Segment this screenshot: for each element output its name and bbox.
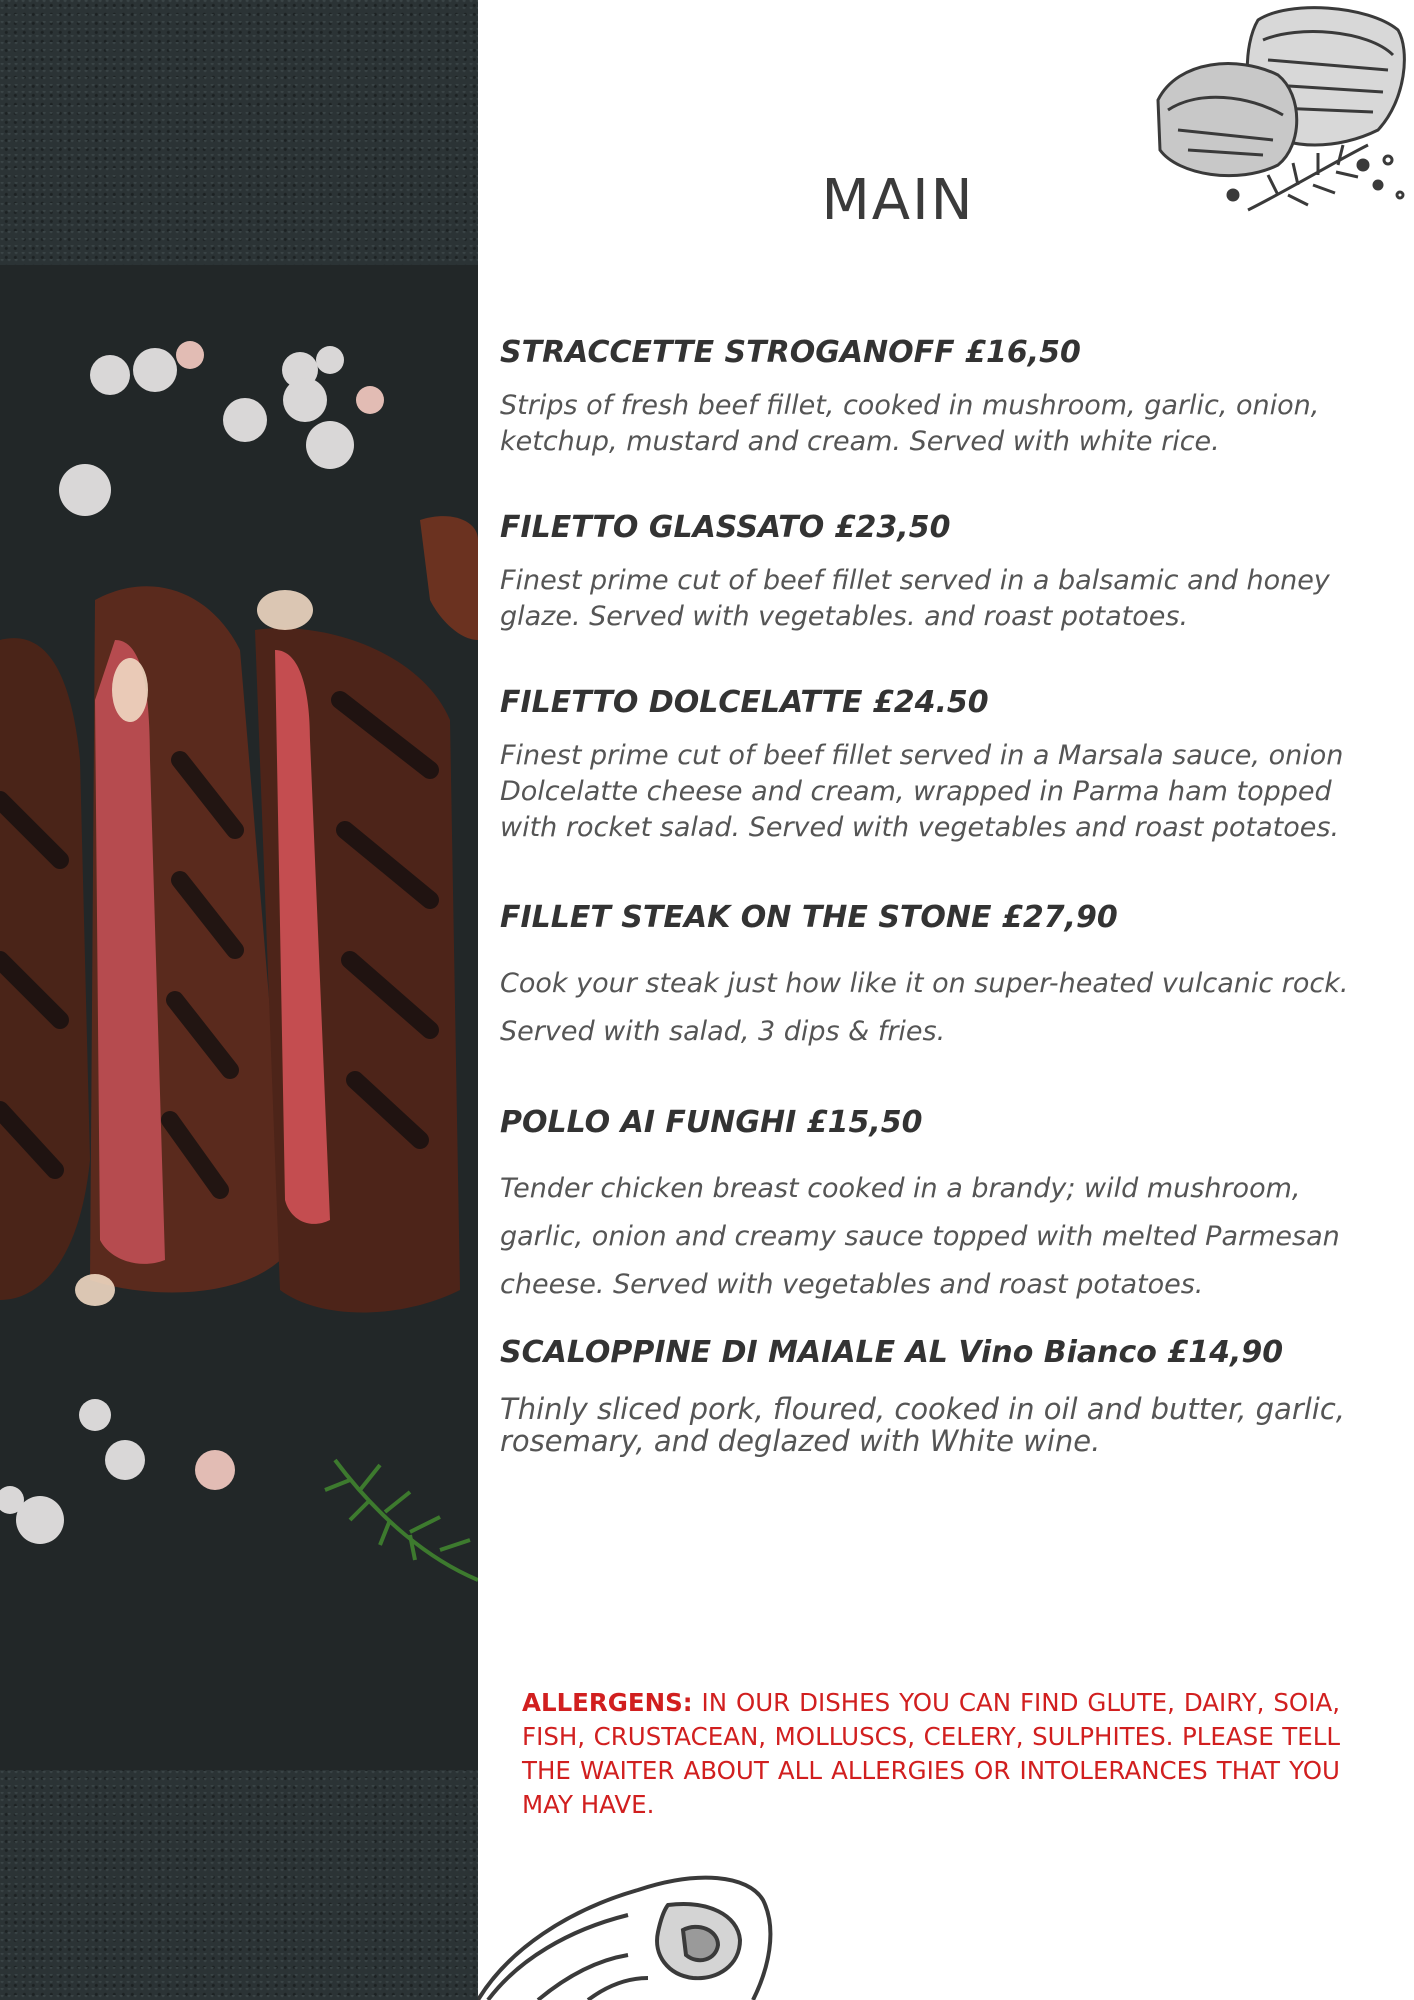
dish-name: FILETTO GLASSATO £23,50 (500, 510, 951, 545)
steak-photo-illustration (0, 0, 478, 2000)
dish-description-line: garlic, onion and creamy sauce topped with melted Parmesan (500, 1221, 1340, 1252)
dish-description (500, 1393, 1414, 1457)
dish-description-line: Finest prime cut of beef fillet served in a Marsala sauce, onion (500, 740, 1344, 771)
allergens-text: IN OUR DISHES YOU CAN FIND GLUTE, DAIRY, SOIA, FISH, CRUSTACEAN, MOLLUSCS, CELERY, SULPHITES. PLEASE TELL THE WAITER ABOUT ALL ALLERGIES OR INTOLERANCES THAT YOU MAY HAVE. (522, 1688, 1340, 1819)
dish-name: POLLO AI FUNGHI £15,50 (500, 1105, 923, 1140)
dish-description-line: Dolcelatte cheese and cream, wrapped in Parma ham topped (500, 776, 1332, 807)
page-title: MAIN (821, 168, 975, 233)
dish-description-line: Finest prime cut of beef fillet served in a balsamic and honey (500, 565, 1330, 596)
dish-name: STRACCETTE STROGANOFF £16,50 (500, 335, 1081, 370)
dish-description (500, 563, 1414, 635)
dish-description-line: Tender chicken breast cooked in a brandy; wild mushroom, (500, 1173, 1301, 1204)
dish-description-line: Thinly sliced pork, floured, cooked in oil and butter, garlic, (500, 1392, 1346, 1426)
dish-description (500, 388, 1414, 460)
dish-name: SCALOPPINE DI MAIALE AL Vino Bianco £14,90 (500, 1335, 1284, 1370)
steak-photo (0, 0, 478, 2000)
dish-description-line: Strips of fresh beef fillet, cooked in mushroom, garlic, onion, (500, 390, 1320, 421)
dish-description-line: cheese. Served with vegetables and roast potatoes. (500, 1269, 1204, 1300)
allergens-label: ALLERGENS: (522, 1688, 693, 1717)
dish-name: FILETTO DOLCELATTE £24.50 (500, 685, 989, 720)
dish-description (500, 738, 1414, 846)
dish-description-line: glaze. Served with vegetables. and roast potatoes. (500, 601, 1189, 632)
allergens-notice (522, 1686, 1340, 1822)
dish-description-line: with rocket salad. Served with vegetables and roast potatoes. (500, 812, 1340, 843)
dish-description-line: ketchup, mustard and cream. Served with white rice. (500, 426, 1220, 457)
dish-description-line: Cook your steak just how like it on super-heated vulcanic rock. (500, 968, 1349, 999)
meat-sketch-icon (478, 1860, 798, 2000)
dish-description (500, 1165, 1414, 1309)
dish-description (500, 960, 1414, 1056)
dish-description-line: Served with salad, 3 dips & fries. (500, 1016, 946, 1047)
dish-description-line: rosemary, and deglazed with White wine. (500, 1424, 1101, 1458)
dish-name: FILLET STEAK ON THE STONE £27,90 (500, 900, 1118, 935)
menu-content (478, 0, 1414, 2000)
